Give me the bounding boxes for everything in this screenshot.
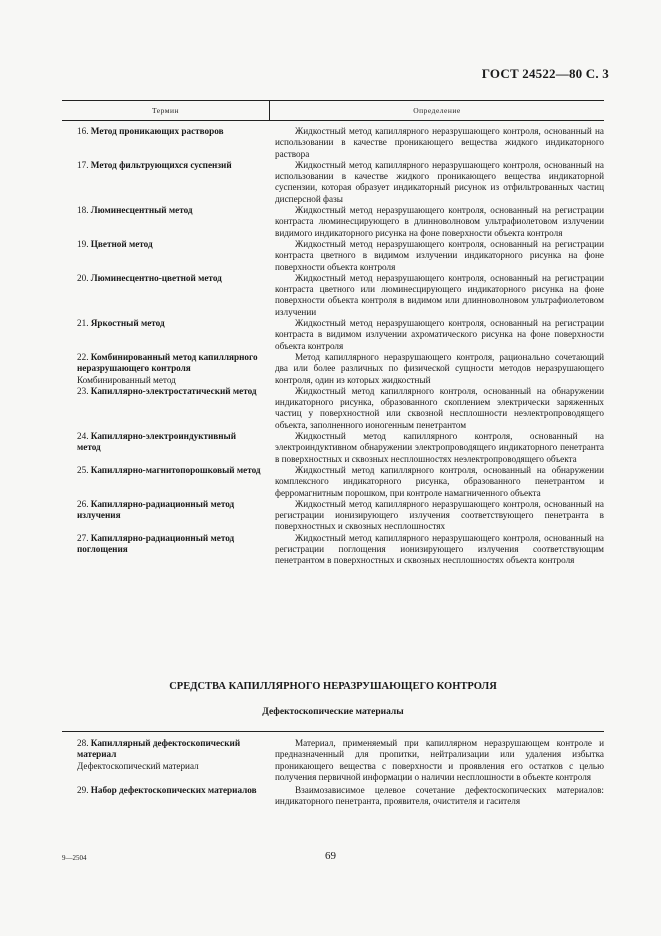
term-row: [62, 386, 604, 431]
definition-cell: [267, 273, 604, 318]
term-title: Капиллярно-радиационный метод поглощения: [77, 532, 235, 554]
definition-text: Жидкостный метод капиллярного неразрушающего контроля, основанный на регистрации поглощения ионизирующего излучения соответствующим пенетрантом в поверхностных и сквозных несплошностях объекта контроля: [275, 532, 604, 566]
term-title: Метод проникающих растворов: [90, 126, 224, 136]
term-cell: [62, 533, 267, 567]
table-body-2: [62, 738, 604, 808]
term-cell: [62, 205, 267, 239]
term-number: 24.: [77, 431, 91, 442]
definition-cell: [267, 386, 604, 431]
column-header-definition: Определение: [413, 106, 461, 115]
term-row: [62, 239, 604, 273]
definition-text: Жидкостный метод капиллярного неразрушающего контроля, основанный на использовании в качестве проникающего вещества жидкого индикаторного раствора: [275, 126, 604, 159]
term-row: [62, 318, 604, 352]
term-title: Яркостный метод: [90, 318, 165, 329]
term-row: [62, 205, 604, 239]
term-name: [62, 431, 261, 454]
term-row: [62, 273, 604, 318]
term-number: 19.: [77, 238, 91, 249]
term-name: [62, 386, 261, 397]
definition-cell: [267, 785, 604, 808]
term-name: [62, 499, 261, 522]
term-number: 23.: [77, 385, 91, 396]
term-name: [62, 738, 261, 761]
definition-text: Жидкостный метод неразрушающего контроля, основанный на регистрации контраста люминесцирующего в длинноволновом ультрафиолетовом излучении видимого индикаторного рисунка на фоне поверхности объекта контроля: [275, 205, 604, 238]
term-cell: [62, 318, 267, 352]
term-number: 27.: [77, 532, 91, 543]
definition-cell: [267, 533, 604, 567]
definition-cell: [267, 431, 604, 465]
term-title: Капиллярно-магнитопорошковый метод: [90, 464, 261, 475]
terms-table: [62, 100, 604, 567]
definition-text: Взаимозависимое целевое сочетание дефектоскопических материалов: индикаторного пенетранта, проявителя, очистителя и гасителя: [275, 785, 604, 807]
term-cell: [62, 273, 267, 318]
term-title: Люминесцентно-цветной метод: [90, 272, 222, 283]
term-number: 28.: [77, 738, 91, 748]
term-title: Набор дефектоскопических материалов: [90, 785, 257, 796]
term-number: 29.: [77, 785, 91, 796]
definition-cell: [267, 160, 604, 205]
definition-cell: [267, 126, 604, 160]
term-title: Люминесцентный метод: [90, 205, 193, 216]
definition-text: Жидкостный метод неразрушающего контроля, основанный на регистрации контраста цветного или люминесцирующего индикаторного рисунка на фоне поверхности объекта контроля в видимом или длинноволновом ультрафиолетовом излучении: [275, 272, 604, 317]
term-row: [62, 785, 604, 808]
definition-cell: [267, 499, 604, 533]
term-name: [62, 126, 261, 137]
definition-cell: [267, 738, 604, 783]
section-title: СРЕДСТВА КАПИЛЛЯРНОГО НЕРАЗРУШАЮЩЕГО КОНТРОЛЯ: [169, 681, 497, 692]
term-title: Капиллярно-радиационный метод излучения: [77, 498, 235, 521]
page-number: 69: [325, 850, 336, 862]
term-cell: [62, 785, 267, 808]
definition-text: Метод капиллярного неразрушающего контроля, рационально сочетающий два или более различных по физической сущности методов неразрушающего контроля, один из которых жидкостный: [275, 351, 604, 385]
materials-table: [62, 738, 604, 808]
definition-text: Материал, применяемый при капиллярном неразрушающем контроле и предназначенный для пропитки, нейтрализации или удаления избытка проникающего вещества с поверхности и проявления его остатков с целью получения первичной информации о наличии несплошности в объекте контроля: [275, 738, 604, 782]
subsection-title: Дефектоскопические материалы: [262, 707, 404, 717]
definition-cell: [267, 205, 604, 239]
definition-text: Жидкостный метод капиллярного контроля, основанный на электроиндуктивном обнаружении электропроводящего индикаторного пенетранта в поверхностных и сквозных несплошностях неэлектропроводящего объекта: [275, 431, 604, 464]
term-name: [62, 533, 261, 556]
term-number: 17.: [77, 159, 91, 170]
term-cell: [62, 352, 267, 386]
term-cell: [62, 386, 267, 431]
term-cell: [62, 499, 267, 533]
term-name: [62, 239, 261, 250]
definition-text: Жидкостный метод неразрушающего контроля, основанный на регистрации контраста цветного в видимом излучении индикаторного рисунка на фоне поверхности объекта контроля: [275, 238, 604, 272]
term-cell: [62, 239, 267, 273]
term-name: [62, 160, 261, 171]
term-row: [62, 352, 604, 386]
term-number: 26.: [77, 498, 91, 509]
term-name: [62, 785, 261, 796]
term-number: 20.: [77, 272, 91, 283]
term-number: 21.: [77, 318, 91, 329]
definition-text: Жидкостный метод капиллярного контроля, основанный на обнаружении индикаторного рисунка, образованного скоплением электрически заряженных частиц у поверхностной или сквозной несплошности неэлектропроводящего объекта, заполненного ионогенным пенетрантом: [275, 385, 604, 430]
term-synonym: Дефектоскопический материал: [77, 760, 199, 771]
definition-text: Жидкостный метод неразрушающего контроля, основанный на регистрации контраста в видимом излучении ахроматического рисунка на фоне поверхности объекта контроля: [275, 318, 604, 351]
term-name: [62, 465, 261, 476]
term-row: [62, 738, 604, 783]
term-name: [62, 205, 261, 216]
definition-cell: [267, 239, 604, 273]
term-row: [62, 126, 604, 160]
definition-cell: [267, 318, 604, 352]
term-name: [62, 273, 261, 284]
term-synonym: Комбинированный метод: [77, 374, 176, 385]
term-row: [62, 465, 604, 499]
term-title: Капиллярно-электроиндуктивный метод: [77, 431, 237, 453]
term-name: [62, 352, 261, 375]
term-title: Метод фильтрующихся суспензий: [90, 159, 232, 170]
term-row: [62, 160, 604, 205]
term-cell: [62, 160, 267, 205]
term-cell: [62, 738, 267, 783]
term-cell: [62, 465, 267, 499]
term-title: Капиллярно-электростатический метод: [90, 385, 257, 396]
term-number: 25.: [77, 464, 91, 475]
definition-cell: [267, 352, 604, 386]
term-row: [62, 499, 604, 533]
table-top-rule: [62, 731, 604, 732]
term-row: [62, 431, 604, 465]
print-code: 9—2504: [62, 854, 87, 862]
table-body: [62, 126, 604, 567]
column-header-term: Термин: [62, 101, 270, 120]
term-title: Капиллярный дефектоскопический материал: [77, 738, 241, 760]
definition-cell: [267, 465, 604, 499]
term-row: [62, 533, 604, 567]
term-cell: [62, 431, 267, 465]
document-header: ГОСТ 24522—80 С. 3: [481, 66, 609, 81]
term-number: 16.: [77, 126, 91, 136]
term-name: [62, 318, 261, 329]
definition-text: Жидкостный метод капиллярного контроля, основанный на обнаружении комплексного индикаторного рисунка, образованного пенетрантом и ферромагнитным порошком, при контроле намагниченного объекта: [275, 464, 604, 498]
table-header: [62, 100, 604, 121]
term-cell: [62, 126, 267, 160]
term-number: 22.: [77, 351, 91, 362]
definition-text: Жидкостный метод капиллярного неразрушающего контроля, основанный на регистрации ионизирующего излучения соответствующего пенетранта в поверхностных и сквозных несплошностях: [275, 498, 604, 532]
term-title: Цветной метод: [90, 238, 153, 249]
term-number: 18.: [77, 205, 91, 216]
definition-text: Жидкостный метод капиллярного неразрушающего контроля, основанный на использовании в качестве жидкого проникающего вещества индикаторной суспензии, которая образует индикаторный рисунок из отфильтрованных частиц дисперсной фазы: [275, 159, 604, 204]
term-title: Комбинированный метод капиллярного неразрушающего контроля: [77, 351, 258, 374]
